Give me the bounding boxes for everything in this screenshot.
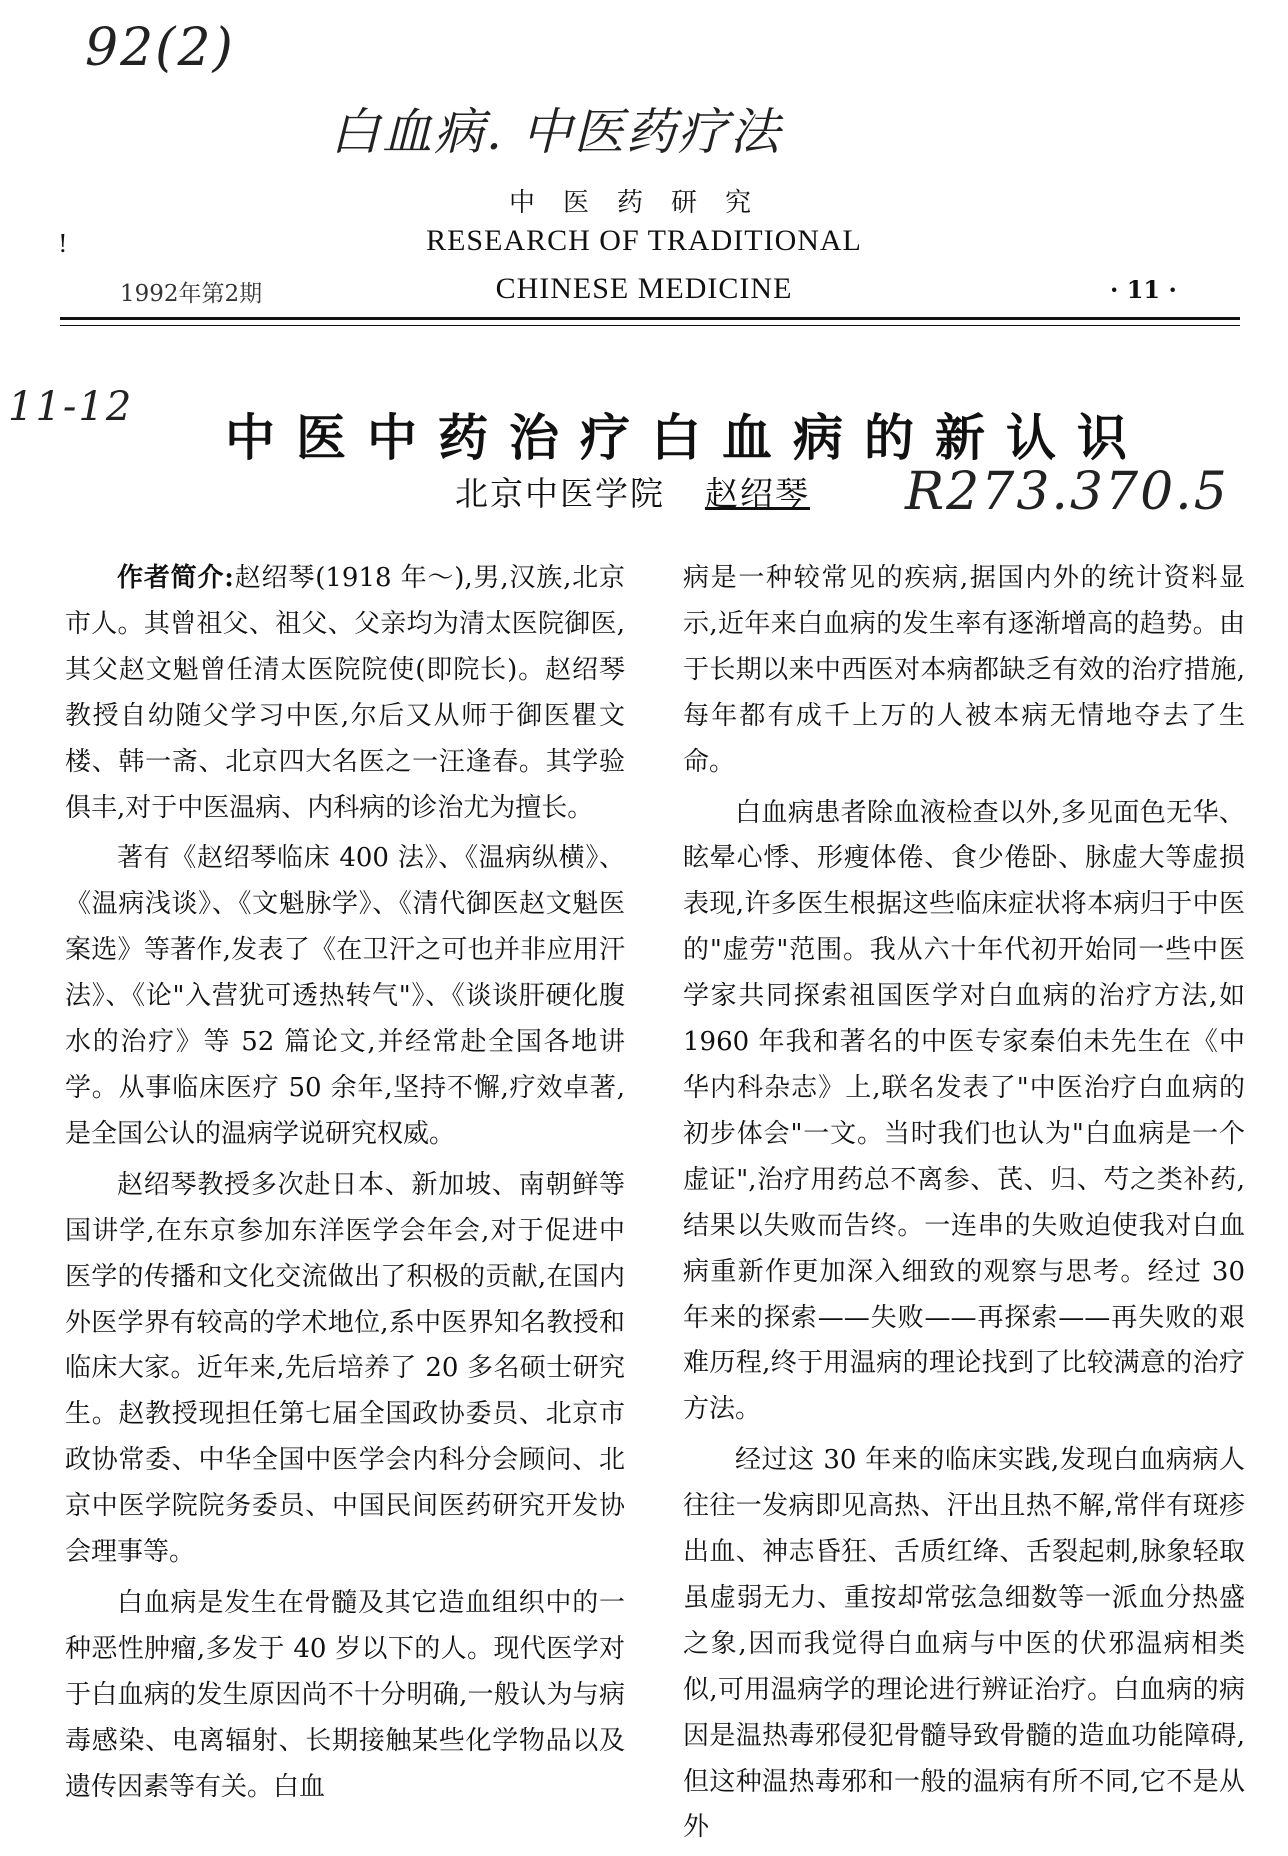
body-paragraph: 白血病患者除血液检查以外,多见面色无华、眩晕心悸、形瘦体倦、食少倦卧、脉虚大等虚损表现,许多医生根据这些临床症状将本病归于中医的"虚劳"范围。我从六十年代初开始同一些中医学家共同探索祖国医学对白血病的治疗方法,如 1960 年我和著名的中医专家秦伯未先生在《中华内科杂志》上,联名发表了"中医治疗白血病的初步体会"一文。当时我们也认为"白血病是一个虚证",治疗用药总不离参、芪、归、芍之类补药,结果以失败而告终。一连串的失败迫使我对白血病重新作更加深入细致的观察与思考。经过 30 年来的探索——失败——再探索——再失败的艰难历程,终于用温病的理论找到了比较满意的治疗方法。 (683, 797, 1245, 1425)
bio-activities-paragraph: 赵绍琴教授多次赴日本、新加坡、南朝鲜等国讲学,在东京参加东洋医学会年会,对于促进中医学的传播和文化交流做出了积极的贡献,在国内外医学界有较高的学术地位,系中医界知名教授和临床大家。近年来,先后培养了 20 多名硕士研究生。赵教授现担任第七届全国政协委员、北京市政协常委、中华全国中医学会内科分会顾问、北京中医学院院务委员、中国民间医药研究开发协会理事等。 (65, 1169, 625, 1568)
body-paragraph: 白血病是发生在骨髓及其它造血组织中的一种恶性肿瘤,多发于 40 岁以下的人。现代医学对于白血病的发生原因尚不十分明确,一般认为与病毒感染、电离辐射、长期接触某些化学物品以及遗传因素等有关。白血 (65, 1587, 625, 1802)
left-column (65, 556, 625, 1815)
journal-title-english-line2: CHINESE MEDICINE (495, 272, 793, 305)
issue-label: 1992年第2期 (120, 281, 263, 307)
author-name: 赵绍琴 (705, 474, 810, 513)
handwritten-classification: R273.370.5 (905, 462, 1229, 522)
handwritten-code: 92(2) (85, 18, 235, 78)
author-bio-paragraph (65, 556, 625, 831)
article-title: 中医中药治疗白血病的新认识 (225, 408, 1148, 467)
header-rule-thick (60, 317, 1240, 320)
bio-text: 赵绍琴(1918 年～),男,汉族,北京市人。其曾祖父、祖父、父亲均为清太医院御医,其父赵文魁曾任清太医院院使(即院长)。赵绍琴教授自幼随父学习中医,尔后又从师于御医瞿文楼、韩一斋、北京四大名医之一汪逢春。其学验俱丰,对于中医温病、内科病的诊治尤为擅长。 (65, 563, 625, 823)
right-column (683, 556, 1245, 1856)
handwritten-page-range: 11-12 (8, 384, 134, 430)
body-paragraph: 经过这 30 年来的临床实践,发现白血病病人往往一发病即见高热、汗出且热不解,常伴有斑疹出血、神志昏狂、舌质红绛、舌裂起刺,脉象轻取虽虚弱无力、重按却常弦急细数等一派血分热盛之象,因而我觉得白血病与中医的伏邪温病相类似,可用温病学的理论进行辨证治疗。白血病的病因是温热毒邪侵犯骨髓导致骨髓的造血功能障碍,但这种温热毒邪和一般的温病有所不同,它不是从外 (683, 1445, 1245, 1843)
institution: 北京中医学院 (455, 474, 665, 513)
bio-label: 作者简介: (117, 563, 234, 593)
page-number: · 11 · (1110, 275, 1177, 304)
margin-mark: ! (58, 230, 68, 258)
journal-title-chinese: 中医药研究 (508, 188, 779, 218)
journal-title-english-line1: RESEARCH OF TRADITIONAL (426, 224, 862, 257)
bio-works-paragraph: 著有《赵绍琴临床 400 法》、《温病纵横》、《温病浅谈》、《文魁脉学》、《清代御医赵文魁医案选》等著作,发表了《在卫汗之可也并非应用汗法》、《论"入营犹可透热转气"》、《谈谈肝硬化腹水的治疗》等 52 篇论文,并经常赴全国各地讲学。从事临床医疗 50 余年,坚持不懈,疗效卓著,是全国公认的温病学说研究权威。 (65, 843, 625, 1149)
body-paragraph-continued: 病是一种较常见的疾病,据国内外的统计资料显示,近年来白血病的发生率有逐渐增高的趋势。由于长期以来中西医对本病都缺乏有效的治疗措施,每年都有成千上万的人被本病无情地夺去了生命。 (683, 563, 1245, 777)
byline (455, 468, 810, 515)
handwritten-subject: 白血病. 中医药疗法 (330, 103, 782, 161)
header-rule-thin (60, 325, 1240, 326)
